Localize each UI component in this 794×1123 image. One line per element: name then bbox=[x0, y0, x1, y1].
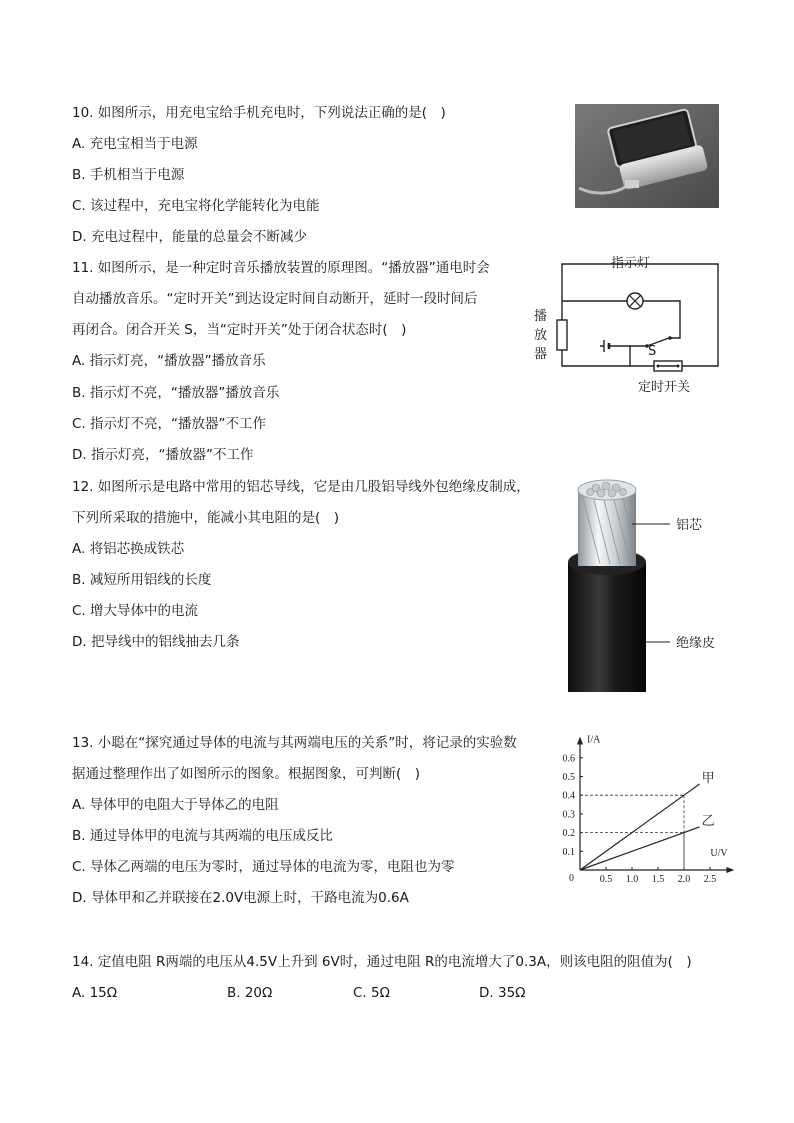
q10-stem: 10. 如图所示，用充电宝给手机充电时，下列说法正确的是( ) bbox=[72, 105, 446, 121]
battery-icon bbox=[600, 340, 630, 352]
q10-option-b: B. 手机相当于电源 bbox=[72, 167, 185, 183]
series-line-2 bbox=[580, 827, 700, 870]
q12-option-b: B. 减短所用铝线的长度 bbox=[72, 572, 212, 588]
player-label-2: 放 bbox=[534, 328, 548, 343]
q12-stem-line1: 12. 如图所示是电路中常用的铝芯导线，它是由几股铝导线外包绝缘皮制成， bbox=[72, 479, 530, 495]
origin-label: 0 bbox=[569, 873, 574, 884]
q11-stem-line3: 再闭合。闭合开关 S，当“定时开关”处于闭合状态时( ) bbox=[72, 322, 407, 338]
q11-option-a: A. 指示灯亮，“播放器”播放音乐 bbox=[72, 353, 266, 369]
q14-option-a: A. 15Ω bbox=[72, 985, 118, 1001]
x-axis-label: U/V bbox=[710, 848, 728, 859]
q14-option-d: D. 35Ω bbox=[479, 985, 526, 1001]
q12-stem-line2: 下列所采取的措施中，能减小其电阻的是( ) bbox=[72, 510, 340, 526]
x-axis-arrow bbox=[726, 867, 734, 873]
iv-chart bbox=[556, 732, 736, 884]
q11-option-b: B. 指示灯不亮，“播放器”播放音乐 bbox=[72, 385, 280, 401]
y-tick-label: 0.3 bbox=[562, 809, 575, 821]
y-tick-label: 0.2 bbox=[562, 828, 575, 840]
y-axis-arrow bbox=[577, 736, 583, 744]
timer-switch-icon bbox=[654, 361, 682, 371]
q11-option-d: D. 指示灯亮，“播放器”不工作 bbox=[72, 447, 254, 463]
power-bank-photo bbox=[575, 104, 719, 208]
q11-option-c: C. 指示灯不亮，“播放器”不工作 bbox=[72, 416, 266, 432]
y-tick-label: 0.6 bbox=[562, 753, 575, 765]
q14-option-c: C. 5Ω bbox=[353, 985, 390, 1001]
q13-stem-line2: 据通过整理作出了如图所示的图象。根据图象，可判断( ) bbox=[72, 766, 421, 782]
player-resistor bbox=[557, 320, 567, 350]
indicator-lamp-icon bbox=[627, 293, 643, 309]
series-line-1 bbox=[580, 784, 700, 870]
timer-circuit-diagram bbox=[530, 258, 730, 398]
q12-option-a: A. 将铝芯换成铁芯 bbox=[72, 541, 185, 557]
switch-label: S bbox=[648, 344, 657, 359]
x-tick-label: 1.0 bbox=[625, 874, 639, 884]
q11-stem-line2: 自动播放音乐。“定时开关”到达设定时间自动断开，延时一段时间后 bbox=[72, 291, 478, 307]
player-label-1: 播 bbox=[534, 309, 548, 324]
series-label-2: 乙 bbox=[701, 813, 715, 829]
q14-option-b: B. 20Ω bbox=[227, 985, 273, 1001]
x-tick-label: 0.5 bbox=[599, 874, 613, 884]
y-tick-label: 0.5 bbox=[562, 772, 575, 783]
aluminum-cable-illustration bbox=[560, 472, 740, 694]
q14-stem: 14. 定值电阻 R两端的电压从4.5V上升到 6V时，通过电阻 R的电流增大了0.3A，则该电阻的阻值为( ) bbox=[72, 954, 692, 970]
x-tick-label: 2.0 bbox=[677, 874, 691, 884]
q12-option-d: D. 把导线中的铝线抽去几条 bbox=[72, 634, 240, 650]
timer-label: 定时开关 bbox=[638, 380, 691, 395]
q10-option-a: A. 充电宝相当于电源 bbox=[72, 136, 198, 152]
x-tick-label: 2.5 bbox=[703, 874, 717, 884]
q13-option-a: A. 导体甲的电阻大于导体乙的电阻 bbox=[72, 797, 279, 813]
player-label-3: 器 bbox=[534, 347, 548, 362]
y-tick-label: 0.4 bbox=[562, 790, 575, 802]
q10-option-c: C. 该过程中，充电宝将化学能转化为电能 bbox=[72, 198, 320, 214]
insulation-label: 绝缘皮 bbox=[676, 636, 716, 651]
y-axis-label: I/A bbox=[587, 734, 601, 746]
q13-option-c: C. 导体乙两端的电压为零时，通过导体的电流为零，电阻也为零 bbox=[72, 859, 455, 875]
q11-stem-line1: 11. 如图所示，是一种定时音乐播放装置的原理图。“播放器”通电时会 bbox=[72, 260, 490, 276]
series-label-1: 甲 bbox=[701, 770, 715, 786]
x-tick-label: 1.5 bbox=[651, 874, 665, 884]
q13-stem-line1: 13. 小聪在“探究通过导体的电流与其两端电压的关系”时，将记录的实验数 bbox=[72, 735, 517, 751]
q10-option-d: D. 充电过程中，能量的总量会不断减少 bbox=[72, 229, 307, 245]
core-label: 铝芯 bbox=[676, 518, 703, 533]
q13-option-d: D. 导体甲和乙并联接在2.0V电源上时，干路电流为0.6A bbox=[72, 890, 409, 906]
y-tick-label: 0.1 bbox=[562, 846, 575, 858]
lamp-label: 指示灯 bbox=[611, 256, 651, 271]
q13-option-b: B. 通过导体甲的电流与其两端的电压成反比 bbox=[72, 828, 333, 844]
q12-option-c: C. 增大导体中的电流 bbox=[72, 603, 199, 619]
